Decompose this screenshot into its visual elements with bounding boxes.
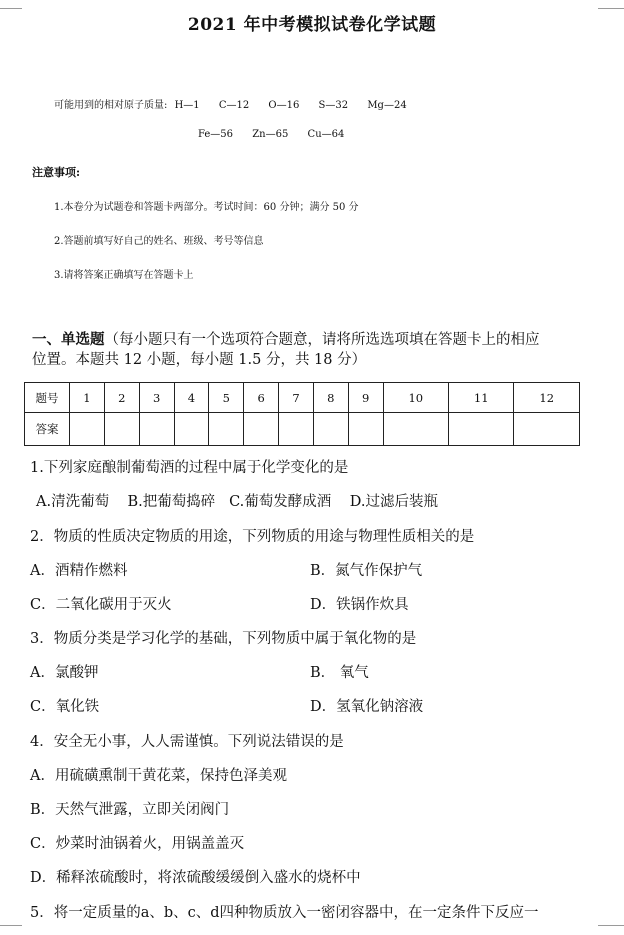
question-number-cell: 1 xyxy=(70,383,105,413)
notes-heading: 注意事项: xyxy=(32,166,81,179)
option-c: C．炒菜时油锅着火，用锅盖盖灭 xyxy=(30,836,245,852)
answer-cell[interactable] xyxy=(244,413,279,446)
option-row xyxy=(30,559,423,580)
answer-cell[interactable] xyxy=(70,413,105,446)
option-d: D．氢氧化钠溶液 xyxy=(310,699,424,715)
atomic-mass-item: Fe—56 xyxy=(198,129,234,140)
answer-grid-number-row xyxy=(25,383,580,413)
atomic-mass-item: Zn—65 xyxy=(252,129,289,140)
question-number-cell: 4 xyxy=(174,383,209,413)
option-a: A．用硫磺熏制干黄花菜，保持色泽美观 xyxy=(30,768,287,784)
option-b: B． 氧气 xyxy=(310,665,369,681)
answer-grid-label: 答案 xyxy=(25,413,70,446)
question-number-cell: 8 xyxy=(313,383,348,413)
option-d: D．铁锅作炊具 xyxy=(310,597,409,613)
answer-cell[interactable] xyxy=(313,413,348,446)
option-b: B．氮气作保护气 xyxy=(310,563,423,579)
answer-cell[interactable] xyxy=(104,413,139,446)
section-description-2: 位置。本题共 12 小题，每小题 1.5 分，共 18 分） xyxy=(32,352,367,368)
answer-cell[interactable] xyxy=(139,413,174,446)
atomic-mass-row-1 xyxy=(54,96,423,111)
option-c: C．二氧化碳用于灭火 xyxy=(30,597,172,613)
question-number-cell: 6 xyxy=(244,383,279,413)
question-number-cell: 11 xyxy=(449,383,514,413)
question-number-cell: 10 xyxy=(383,383,448,413)
option-c: C．氧化铁 xyxy=(30,699,100,715)
answer-grid xyxy=(24,382,580,446)
atomic-mass-item: Cu—64 xyxy=(307,129,345,140)
question-number-cell: 9 xyxy=(348,383,383,413)
answer-grid-label: 题号 xyxy=(25,383,70,413)
option-row xyxy=(30,593,409,614)
atomic-mass-row-2 xyxy=(198,129,360,140)
question-number-cell: 5 xyxy=(209,383,244,413)
answer-cell[interactable] xyxy=(174,413,209,446)
question-stem: 2．物质的性质决定物质的用途，下列物质的用途与物理性质相关的是 xyxy=(30,529,475,545)
atomic-mass-label: 可能用到的相对原子质量: xyxy=(54,100,168,111)
atomic-mass-item: O—16 xyxy=(268,100,300,111)
answer-cell[interactable] xyxy=(348,413,383,446)
question-number-cell: 3 xyxy=(139,383,174,413)
question-number-cell: 2 xyxy=(104,383,139,413)
answer-cell[interactable] xyxy=(383,413,448,446)
atomic-mass-item: C—12 xyxy=(218,100,250,111)
question-stem: 5．将一定质量的a、b、c、d四种物质放入一密闭容器中，在一定条件下反应一 xyxy=(30,905,539,921)
note-item: 3.请将答案正确填写在答题卡上 xyxy=(54,270,194,281)
answer-cell[interactable] xyxy=(449,413,514,446)
option-d: D．稀释浓硫酸时，将浓硫酸缓缓倒入盛水的烧杯中 xyxy=(30,870,361,886)
option-row xyxy=(30,695,424,716)
answer-grid-answer-row xyxy=(25,413,580,446)
option-a: A．氯酸钾 xyxy=(30,665,99,681)
option-a: A．酒精作燃料 xyxy=(30,563,128,579)
note-item: 2.答题前填写好自己的姓名、班级、考号等信息 xyxy=(54,236,264,247)
atomic-mass-item: S—32 xyxy=(318,100,349,111)
page-title: 2021 年中考模拟试卷化学试题 xyxy=(187,15,437,35)
question-number-cell: 12 xyxy=(514,383,580,413)
crop-mark-bottom-right xyxy=(598,925,624,926)
question-stem: 4．安全无小事，人人需谨慎。下列说法错误的是 xyxy=(30,734,344,750)
question-number-cell: 7 xyxy=(279,383,314,413)
option-b: B．天然气泄露，立即关闭阀门 xyxy=(30,802,230,818)
answer-cell[interactable] xyxy=(209,413,244,446)
answer-cell[interactable] xyxy=(279,413,314,446)
crop-mark-top-left xyxy=(0,8,22,9)
crop-mark-bottom-left xyxy=(0,925,22,926)
section-heading xyxy=(32,330,602,370)
atomic-mass-item: Mg—24 xyxy=(367,100,407,111)
section-description-1: （每小题只有一个选项符合题意，请将所选选项填在答题卡上的相应 xyxy=(104,332,540,348)
answer-cell[interactable] xyxy=(514,413,580,446)
question-options-inline: A.清洗葡萄 B.把葡萄捣碎 C.葡萄发酵成酒 D.过滤后装瓶 xyxy=(36,494,438,510)
atomic-mass-item: H—1 xyxy=(174,100,200,111)
crop-mark-top-right xyxy=(598,8,624,9)
option-row xyxy=(30,661,369,682)
question-stem: 1.下列家庭酿制葡萄酒的过程中属于化学变化的是 xyxy=(30,460,349,476)
note-item: 1.本卷分为试题卷和答题卡两部分。考试时间：60 分钟；满分 50 分 xyxy=(54,202,359,213)
question-stem: 3．物质分类是学习化学的基础，下列物质中属于氧化物的是 xyxy=(30,631,417,647)
section-title: 一、单选题 xyxy=(32,331,105,348)
